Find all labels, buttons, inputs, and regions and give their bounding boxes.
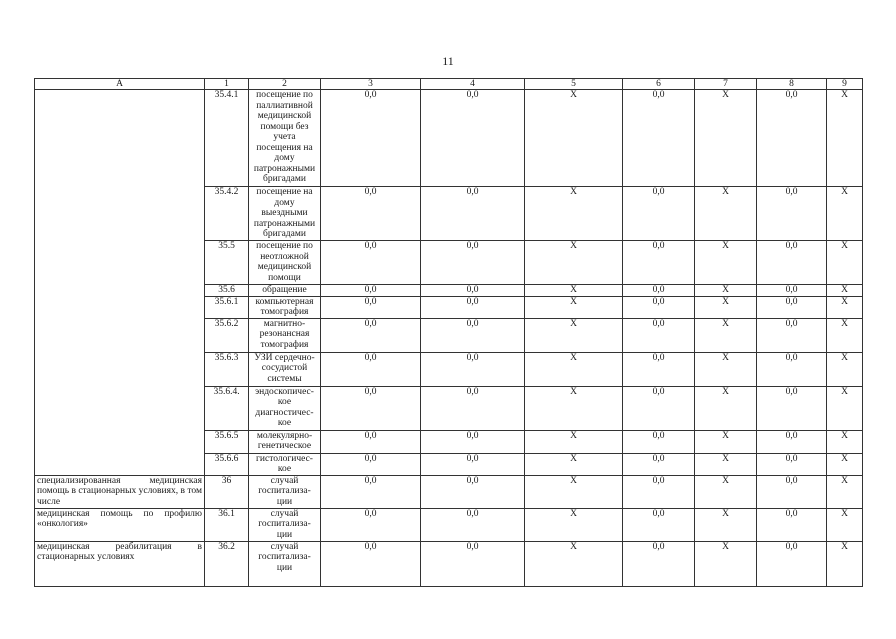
header-row [35, 79, 863, 90]
value-col-3: 0,0 [321, 187, 421, 241]
value-col-9: Х [827, 241, 863, 285]
value-col-5: Х [525, 241, 623, 285]
row-name-cell [35, 90, 205, 476]
header-col-7: 7 [695, 79, 757, 90]
value-col-5: Х [525, 90, 623, 187]
table-row [35, 541, 863, 586]
data-table [34, 78, 863, 587]
value-col-7: Х [695, 508, 757, 541]
value-col-6: 0,0 [623, 453, 695, 475]
value-col-5: Х [525, 430, 623, 453]
table-row [35, 90, 863, 187]
value-col-4: 0,0 [421, 541, 525, 586]
row-name-cell: медицинская помощь по профилю «онкология» [35, 508, 205, 541]
row-unit: случай госпитализа-ции [249, 541, 321, 586]
row-code: 35.6.6 [205, 453, 249, 475]
value-col-4: 0,0 [421, 241, 525, 285]
value-col-6: 0,0 [623, 430, 695, 453]
value-col-6: 0,0 [623, 296, 695, 318]
row-unit: обращение [249, 285, 321, 297]
row-unit: молекулярно-генетическое [249, 430, 321, 453]
value-col-5: Х [525, 285, 623, 297]
row-unit: УЗИ сердечно-сосудистой системы [249, 352, 321, 386]
value-col-8: 0,0 [757, 90, 827, 187]
value-col-4: 0,0 [421, 318, 525, 352]
value-col-4: 0,0 [421, 453, 525, 475]
value-col-7: Х [695, 296, 757, 318]
row-unit: компьютерная томография [249, 296, 321, 318]
row-unit: посещение по неотложной медицинской помощи [249, 241, 321, 285]
value-col-9: Х [827, 430, 863, 453]
value-col-8: 0,0 [757, 241, 827, 285]
row-unit: посещение по паллиативной медицинской помощи без учета посещения на дому патронажными бригадами [249, 90, 321, 187]
row-unit: магнитно-резонансная томография [249, 318, 321, 352]
value-col-8: 0,0 [757, 475, 827, 508]
header-col-4: 4 [421, 79, 525, 90]
row-code: 36.2 [205, 541, 249, 586]
value-col-6: 0,0 [623, 475, 695, 508]
row-code: 36.1 [205, 508, 249, 541]
value-col-9: Х [827, 508, 863, 541]
value-col-9: Х [827, 187, 863, 241]
row-code: 35.6.1 [205, 296, 249, 318]
value-col-3: 0,0 [321, 241, 421, 285]
value-col-8: 0,0 [757, 187, 827, 241]
value-col-6: 0,0 [623, 241, 695, 285]
value-col-3: 0,0 [321, 453, 421, 475]
value-col-3: 0,0 [321, 386, 421, 430]
value-col-7: Х [695, 453, 757, 475]
row-unit: эндоскопичес-кое диагностичес-кое [249, 386, 321, 430]
value-col-7: Х [695, 187, 757, 241]
header-col-9: 9 [827, 79, 863, 90]
value-col-8: 0,0 [757, 541, 827, 586]
value-col-3: 0,0 [321, 318, 421, 352]
value-col-7: Х [695, 475, 757, 508]
value-col-9: Х [827, 386, 863, 430]
value-col-7: Х [695, 241, 757, 285]
row-name-cell: специализированная медицинская помощь в стационарных условиях, в том числе [35, 475, 205, 508]
value-col-7: Х [695, 430, 757, 453]
row-code: 35.6.4. [205, 386, 249, 430]
value-col-3: 0,0 [321, 475, 421, 508]
value-col-9: Х [827, 453, 863, 475]
row-code: 36 [205, 475, 249, 508]
value-col-3: 0,0 [321, 352, 421, 386]
value-col-8: 0,0 [757, 285, 827, 297]
value-col-7: Х [695, 352, 757, 386]
value-col-3: 0,0 [321, 508, 421, 541]
header-col-5: 5 [525, 79, 623, 90]
value-col-4: 0,0 [421, 296, 525, 318]
value-col-4: 0,0 [421, 508, 525, 541]
value-col-9: Х [827, 541, 863, 586]
value-col-4: 0,0 [421, 352, 525, 386]
value-col-9: Х [827, 296, 863, 318]
value-col-9: Х [827, 475, 863, 508]
value-col-6: 0,0 [623, 352, 695, 386]
row-code: 35.4.1 [205, 90, 249, 187]
row-unit: посещение на дому выездными патронажными бригадами [249, 187, 321, 241]
value-col-7: Х [695, 318, 757, 352]
value-col-9: Х [827, 285, 863, 297]
value-col-7: Х [695, 90, 757, 187]
value-col-3: 0,0 [321, 90, 421, 187]
value-col-6: 0,0 [623, 541, 695, 586]
value-col-6: 0,0 [623, 318, 695, 352]
value-col-8: 0,0 [757, 296, 827, 318]
table-row [35, 508, 863, 541]
value-col-8: 0,0 [757, 386, 827, 430]
value-col-5: Х [525, 386, 623, 430]
header-col-3: 3 [321, 79, 421, 90]
row-code: 35.6.5 [205, 430, 249, 453]
value-col-7: Х [695, 285, 757, 297]
value-col-6: 0,0 [623, 187, 695, 241]
value-col-4: 0,0 [421, 475, 525, 508]
header-col-2: 2 [249, 79, 321, 90]
row-code: 35.6 [205, 285, 249, 297]
value-col-3: 0,0 [321, 285, 421, 297]
header-col-6: 6 [623, 79, 695, 90]
value-col-8: 0,0 [757, 508, 827, 541]
value-col-5: Х [525, 296, 623, 318]
value-col-6: 0,0 [623, 508, 695, 541]
value-col-5: Х [525, 541, 623, 586]
value-col-5: Х [525, 475, 623, 508]
value-col-4: 0,0 [421, 285, 525, 297]
row-code: 35.6.3 [205, 352, 249, 386]
row-unit: случай госпитализа-ции [249, 508, 321, 541]
value-col-6: 0,0 [623, 90, 695, 187]
value-col-7: Х [695, 386, 757, 430]
value-col-5: Х [525, 187, 623, 241]
header-col-8: 8 [757, 79, 827, 90]
value-col-3: 0,0 [321, 541, 421, 586]
value-col-5: Х [525, 508, 623, 541]
value-col-9: Х [827, 352, 863, 386]
value-col-3: 0,0 [321, 430, 421, 453]
value-col-5: Х [525, 318, 623, 352]
row-code: 35.6.2 [205, 318, 249, 352]
value-col-6: 0,0 [623, 386, 695, 430]
row-name-cell: медицинская реабилитация в стационарных условиях [35, 541, 205, 586]
value-col-5: Х [525, 352, 623, 386]
value-col-4: 0,0 [421, 386, 525, 430]
value-col-8: 0,0 [757, 318, 827, 352]
value-col-4: 0,0 [421, 187, 525, 241]
value-col-3: 0,0 [321, 296, 421, 318]
value-col-6: 0,0 [623, 285, 695, 297]
value-col-9: Х [827, 90, 863, 187]
value-col-8: 0,0 [757, 352, 827, 386]
value-col-4: 0,0 [421, 90, 525, 187]
value-col-8: 0,0 [757, 430, 827, 453]
row-unit: случай госпитализа-ции [249, 475, 321, 508]
page-number: 11 [442, 54, 454, 68]
table-row [35, 475, 863, 508]
value-col-9: Х [827, 318, 863, 352]
value-col-4: 0,0 [421, 430, 525, 453]
header-col-a: А [35, 79, 205, 90]
value-col-7: Х [695, 541, 757, 586]
row-code: 35.5 [205, 241, 249, 285]
row-code: 35.4.2 [205, 187, 249, 241]
value-col-8: 0,0 [757, 453, 827, 475]
header-col-1: 1 [205, 79, 249, 90]
row-unit: гистологичес-кое [249, 453, 321, 475]
value-col-5: Х [525, 453, 623, 475]
